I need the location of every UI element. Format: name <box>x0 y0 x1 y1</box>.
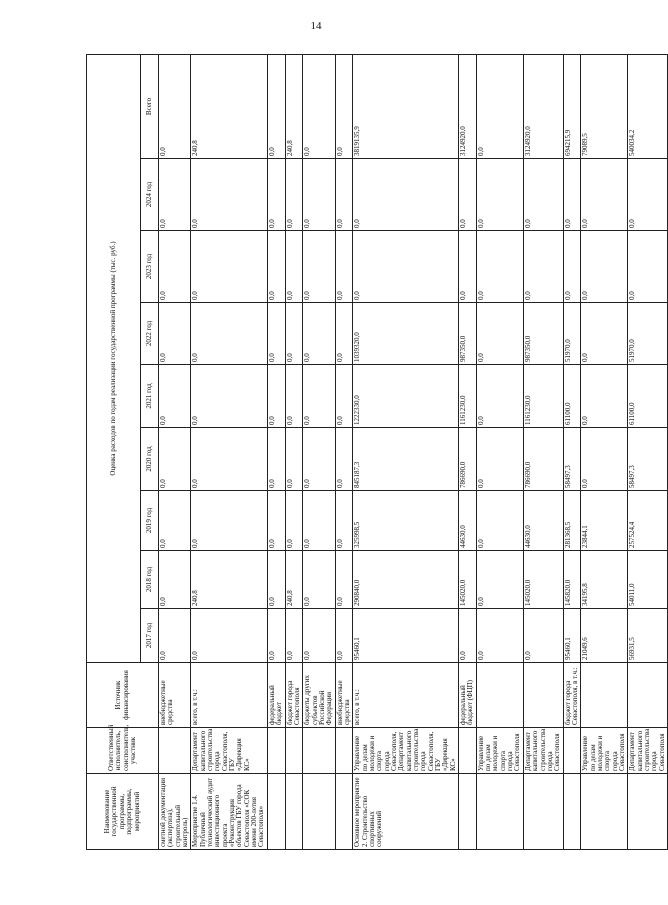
row-source-cell: всего, в т.ч.: <box>353 663 459 728</box>
value-cell: 0,0 <box>581 365 628 428</box>
header-year: Всего <box>141 54 159 158</box>
value-cell: 0,0 <box>563 159 581 231</box>
value-cell: 240,8 <box>285 551 303 609</box>
table-row <box>267 54 285 849</box>
value-cell: 0,0 <box>476 159 523 231</box>
value-cell: 0,0 <box>191 491 267 551</box>
value-cell: 0,0 <box>353 159 459 231</box>
value-cell: 0,0 <box>159 303 191 365</box>
value-cell: 0,0 <box>303 551 335 609</box>
row-source-cell: бюджеты других субъектов Российской Федерации <box>303 663 335 728</box>
row-name-cell: Основное мероприятие 2. Строительство спортивных сооружений <box>353 774 459 850</box>
value-cell: 0,0 <box>303 231 335 303</box>
value-cell: 0,0 <box>285 365 303 428</box>
value-cell: 0,0 <box>159 428 191 491</box>
value-cell: 0,0 <box>335 428 353 491</box>
value-cell: 540034,2 <box>628 54 668 158</box>
row-responsible-cell <box>303 728 335 774</box>
value-cell: 34195,8 <box>581 551 628 609</box>
value-cell: 290840,0 <box>353 551 459 609</box>
table-body <box>159 54 668 849</box>
header-year: 2023 год <box>141 231 159 303</box>
value-cell: 0,0 <box>267 54 285 158</box>
row-source-cell: федеральный бюджет <box>267 663 285 728</box>
row-source-cell <box>628 663 668 728</box>
table-row <box>159 54 191 849</box>
value-cell: 1222330,0 <box>353 365 459 428</box>
value-cell: 1039320,0 <box>353 303 459 365</box>
row-responsible-cell: Управление по делам молодежи и спорта города Севастополя, Департамент капитального строительства города Севастополя, ГБУ «Дирекция КС» <box>353 728 459 774</box>
value-cell: 0,0 <box>459 609 477 663</box>
value-cell: 0,0 <box>628 159 668 231</box>
header-year: 2018 год <box>141 551 159 609</box>
value-cell: 0,0 <box>267 609 285 663</box>
value-cell: 0,0 <box>476 551 523 609</box>
row-source-cell: бюджет города Севастополя <box>285 663 303 728</box>
row-source-cell: всего, в т.ч.: <box>191 663 267 728</box>
value-cell: 0,0 <box>191 365 267 428</box>
row-source-cell: федеральный бюджет (ФЦП) <box>459 663 477 728</box>
value-cell: 786690,0 <box>459 428 477 491</box>
header-year: 2022 год <box>141 303 159 365</box>
value-cell: 240,8 <box>191 54 267 158</box>
table-row <box>353 54 459 849</box>
value-cell: 21049,6 <box>581 609 628 663</box>
row-name-cell: Мероприятие 1.4. Публичный технологический аудит инвестиционного проекта «Реконструкция объектов ГБУ города Севастополя «СОК имени 200-летия Севастополя» <box>191 774 267 850</box>
value-cell: 0,0 <box>303 609 335 663</box>
rotated-table-container <box>86 55 666 850</box>
table-row <box>523 54 563 849</box>
value-cell: 0,0 <box>267 303 285 365</box>
header-estimate: Оценка расходов по годам реализации государственной программы (тыс. руб.) <box>87 54 141 662</box>
value-cell: 0,0 <box>353 231 459 303</box>
header-year: 2019 год <box>141 491 159 551</box>
value-cell: 3124920,0 <box>523 54 563 158</box>
value-cell: 0,0 <box>335 159 353 231</box>
value-cell: 0,0 <box>581 231 628 303</box>
value-cell: 0,0 <box>523 159 563 231</box>
value-cell: 0,0 <box>191 231 267 303</box>
value-cell: 0,0 <box>476 428 523 491</box>
value-cell: 0,0 <box>159 551 191 609</box>
value-cell: 0,0 <box>476 231 523 303</box>
value-cell: 987350,0 <box>459 303 477 365</box>
value-cell: 0,0 <box>159 609 191 663</box>
row-responsible-cell <box>267 728 285 774</box>
row-name-cell <box>476 774 523 850</box>
table-row <box>581 54 628 849</box>
row-name-cell <box>285 774 303 850</box>
value-cell: 0,0 <box>581 303 628 365</box>
row-source-cell: внебюджетные средства <box>159 663 191 728</box>
row-name-cell <box>523 774 563 850</box>
value-cell: 0,0 <box>476 54 523 158</box>
value-cell: 23844,1 <box>581 491 628 551</box>
table-row <box>628 54 668 849</box>
value-cell: 0,0 <box>303 491 335 551</box>
value-cell: 1161230,0 <box>523 365 563 428</box>
value-cell: 0,0 <box>335 365 353 428</box>
table-row <box>476 54 523 849</box>
value-cell: 145820,0 <box>563 551 581 609</box>
header-year: 2024 год <box>141 159 159 231</box>
value-cell: 0,0 <box>523 231 563 303</box>
value-cell: 0,0 <box>459 159 477 231</box>
value-cell: 0,0 <box>267 365 285 428</box>
value-cell: 0,0 <box>563 231 581 303</box>
value-cell: 0,0 <box>303 365 335 428</box>
value-cell: 58497,3 <box>563 428 581 491</box>
value-cell: 51970,0 <box>563 303 581 365</box>
value-cell: 0,0 <box>285 159 303 231</box>
value-cell: 987350,0 <box>523 303 563 365</box>
header-year: 2017 год <box>141 609 159 663</box>
row-responsible-cell <box>459 728 477 774</box>
value-cell: 0,0 <box>476 303 523 365</box>
value-cell: 0,0 <box>523 609 563 663</box>
value-cell: 0,0 <box>335 491 353 551</box>
value-cell: 281368,5 <box>563 491 581 551</box>
value-cell: 145020,0 <box>459 551 477 609</box>
value-cell: 845187,3 <box>353 428 459 491</box>
value-cell: 1161230,0 <box>459 365 477 428</box>
row-responsible-cell: Департамент капитального строительства города Севастополя <box>523 728 563 774</box>
value-cell: 0,0 <box>476 365 523 428</box>
value-cell: 0,0 <box>476 491 523 551</box>
value-cell: 56931,5 <box>628 609 668 663</box>
value-cell: 0,0 <box>285 428 303 491</box>
row-responsible-cell: Управление по делам молодежи и спорта города Севастополя <box>476 728 523 774</box>
value-cell: 240,8 <box>191 551 267 609</box>
row-name-cell <box>335 774 353 850</box>
header-source: Источник финансирования <box>87 663 159 728</box>
value-cell: 0,0 <box>476 609 523 663</box>
value-cell: 61100,0 <box>628 365 668 428</box>
value-cell: 0,0 <box>285 609 303 663</box>
value-cell: 0,0 <box>335 231 353 303</box>
value-cell: 0,0 <box>303 54 335 158</box>
value-cell: 61100,0 <box>563 365 581 428</box>
value-cell: 3819135,9 <box>353 54 459 158</box>
row-name-cell <box>581 774 628 850</box>
row-responsible-cell: Департамент капитального строительства города Севастополя, ГБУ «Дирекция КС» <box>191 728 267 774</box>
value-cell: 0,0 <box>335 54 353 158</box>
value-cell: 54011,0 <box>628 551 668 609</box>
value-cell: 0,0 <box>335 609 353 663</box>
value-cell: 0,0 <box>581 428 628 491</box>
value-cell: 257524,4 <box>628 491 668 551</box>
value-cell: 0,0 <box>628 231 668 303</box>
row-name-cell <box>303 774 335 850</box>
value-cell: 0,0 <box>267 551 285 609</box>
value-cell: 786690,0 <box>523 428 563 491</box>
row-responsible-cell: Департамент капитального строительства города Севастополя <box>628 728 668 774</box>
table-row <box>191 54 267 849</box>
value-cell: 58497,3 <box>628 428 668 491</box>
row-source-cell: внебюджетные средства <box>335 663 353 728</box>
row-source-cell: бюджет города Севастополя, в т.ч.: <box>563 663 581 728</box>
value-cell: 0,0 <box>267 491 285 551</box>
value-cell: 0,0 <box>159 231 191 303</box>
value-cell: 0,0 <box>191 159 267 231</box>
row-name-cell <box>628 774 668 850</box>
value-cell: 95460,1 <box>563 609 581 663</box>
value-cell: 0,0 <box>191 609 267 663</box>
value-cell: 0,0 <box>159 159 191 231</box>
value-cell: 0,0 <box>335 551 353 609</box>
value-cell: 0,0 <box>285 491 303 551</box>
table-row <box>459 54 477 849</box>
value-cell: 0,0 <box>303 428 335 491</box>
value-cell: 325998,5 <box>353 491 459 551</box>
value-cell: 0,0 <box>581 159 628 231</box>
row-responsible-cell <box>285 728 303 774</box>
value-cell: 0,0 <box>159 54 191 158</box>
row-responsible-cell: Управление по делам молодежи и спорта города Севастополя <box>581 728 628 774</box>
row-name-cell <box>563 774 581 850</box>
page-number: 14 <box>310 20 322 32</box>
row-source-cell <box>523 663 563 728</box>
table-row <box>285 54 303 849</box>
value-cell: 0,0 <box>267 428 285 491</box>
table-row <box>563 54 581 849</box>
value-cell: 44630,0 <box>523 491 563 551</box>
value-cell: 79089,5 <box>581 54 628 158</box>
value-cell: 0,0 <box>191 428 267 491</box>
row-responsible-cell <box>335 728 353 774</box>
value-cell: 0,0 <box>303 303 335 365</box>
value-cell: 3124920,0 <box>459 54 477 158</box>
budget-table <box>86 54 668 850</box>
value-cell: 240,8 <box>285 54 303 158</box>
value-cell: 0,0 <box>267 159 285 231</box>
value-cell: 0,0 <box>267 231 285 303</box>
value-cell: 145020,0 <box>523 551 563 609</box>
value-cell: 51970,0 <box>628 303 668 365</box>
value-cell: 0,0 <box>335 303 353 365</box>
row-source-cell <box>476 663 523 728</box>
value-cell: 0,0 <box>285 303 303 365</box>
header-year: 2021 год <box>141 365 159 428</box>
row-responsible-cell <box>563 728 581 774</box>
value-cell: 95460,1 <box>353 609 459 663</box>
header-name: Наименование государственной программы, подпрограммы, мероприятий <box>87 774 159 850</box>
value-cell: 0,0 <box>459 231 477 303</box>
row-source-cell <box>581 663 628 728</box>
header-responsible: Ответственный исполнитель, соисполнитель, участник <box>87 728 159 774</box>
row-name-cell <box>267 774 285 850</box>
header-year: 2020 год <box>141 428 159 491</box>
value-cell: 0,0 <box>159 365 191 428</box>
value-cell: 0,0 <box>285 231 303 303</box>
value-cell: 0,0 <box>159 491 191 551</box>
table-row <box>335 54 353 849</box>
row-responsible-cell <box>159 728 191 774</box>
row-name-cell <box>459 774 477 850</box>
value-cell: 0,0 <box>303 159 335 231</box>
value-cell: 44630,0 <box>459 491 477 551</box>
value-cell: 0,0 <box>191 303 267 365</box>
row-name-cell: сметной документации (экспертиза), строительный контроль) <box>159 774 191 850</box>
value-cell: 694215,9 <box>563 54 581 158</box>
table-row <box>303 54 335 849</box>
